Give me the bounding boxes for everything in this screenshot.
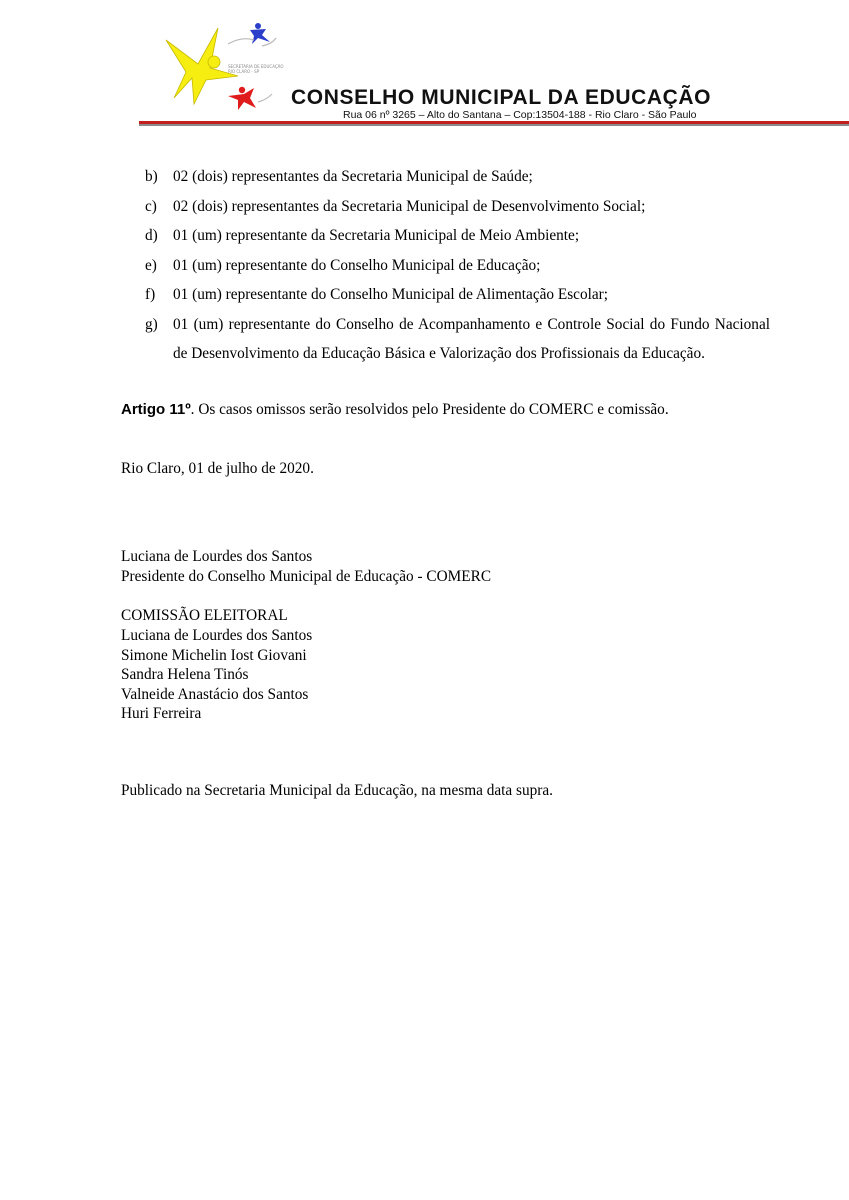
commission-member: Sandra Helena Tinós (121, 666, 249, 683)
article-label (121, 401, 191, 418)
list-marker: d) (145, 227, 158, 244)
article-text: . Os casos omissos serão resolvidos pelo Presidente do COMERC e comissão. (190, 401, 669, 418)
commission-title: COMISSÃO ELEITORAL (121, 607, 288, 624)
place-date: Rio Claro, 01 de julho de 2020. (121, 460, 314, 477)
logo-caption-line: SECRETARIA DE EDUCAÇÃO (228, 64, 284, 69)
list-item (145, 310, 770, 369)
list-item-text: 02 (dois) representantes da Secretaria Municipal de Desenvolvimento Social; (173, 197, 646, 215)
list-marker: c) (145, 197, 157, 215)
commission-member: Valneide Anastácio dos Santos (121, 686, 309, 703)
header-rule-gray (139, 124, 849, 126)
signatory-name: Luciana de Lourdes dos Santos (121, 548, 313, 565)
logo-caption-line: RIO CLARO - SP (228, 69, 260, 74)
article-label-text: Artigo 11 (121, 401, 186, 418)
list-item-text: 01 (um) representante da Secretaria Municipal de Meio Ambiente; (173, 227, 580, 244)
logo-red-figure (228, 87, 256, 110)
list-item-text: 01 (um) representante do Conselho Municipal de Educação; (173, 256, 541, 274)
list-marker: f) (145, 286, 156, 303)
article-ordinal: º (185, 401, 191, 418)
list-item (145, 162, 770, 192)
org-title: CONSELHO MUNICIPAL DA EDUCAÇÃO (291, 86, 712, 109)
logo-caption (228, 64, 283, 74)
representatives-list (145, 162, 770, 369)
article-paragraph (121, 398, 669, 422)
list-item-text: 01 (um) representante do Conselho de Acompanhamento e Controle Social do Fundo Nacional de Desenvolvimento da Educação Básica e Valorização dos Profissionais da Educação. (173, 315, 770, 362)
org-address: Rua 06 nº 3265 – Alto do Santana – Cop:13504-188 - Rio Claro - São Paulo (343, 109, 697, 121)
commission-member: Luciana de Lourdes dos Santos (121, 627, 313, 644)
list-item-text: 02 (dois) representantes da Secretaria Municipal de Saúde; (173, 168, 533, 185)
list-item-text: 01 (um) representante do Conselho Municipal de Alimentação Escolar; (173, 286, 608, 303)
list-marker: b) (145, 168, 158, 185)
signatory-role: Presidente do Conselho Municipal de Educação - COMERC (121, 568, 492, 585)
list-item (145, 221, 770, 251)
list-item (145, 192, 770, 222)
list-marker: g) (145, 315, 158, 333)
commission-member: Huri Ferreira (121, 705, 202, 722)
list-item (145, 251, 770, 281)
commission-member: Simone Michelin Iost Giovani (121, 647, 307, 664)
logo-blue-figure (250, 23, 270, 44)
publication-note: Publicado na Secretaria Municipal da Educação, na mesma data supra. (121, 782, 553, 799)
list-item (145, 280, 770, 310)
list-marker: e) (145, 256, 157, 274)
